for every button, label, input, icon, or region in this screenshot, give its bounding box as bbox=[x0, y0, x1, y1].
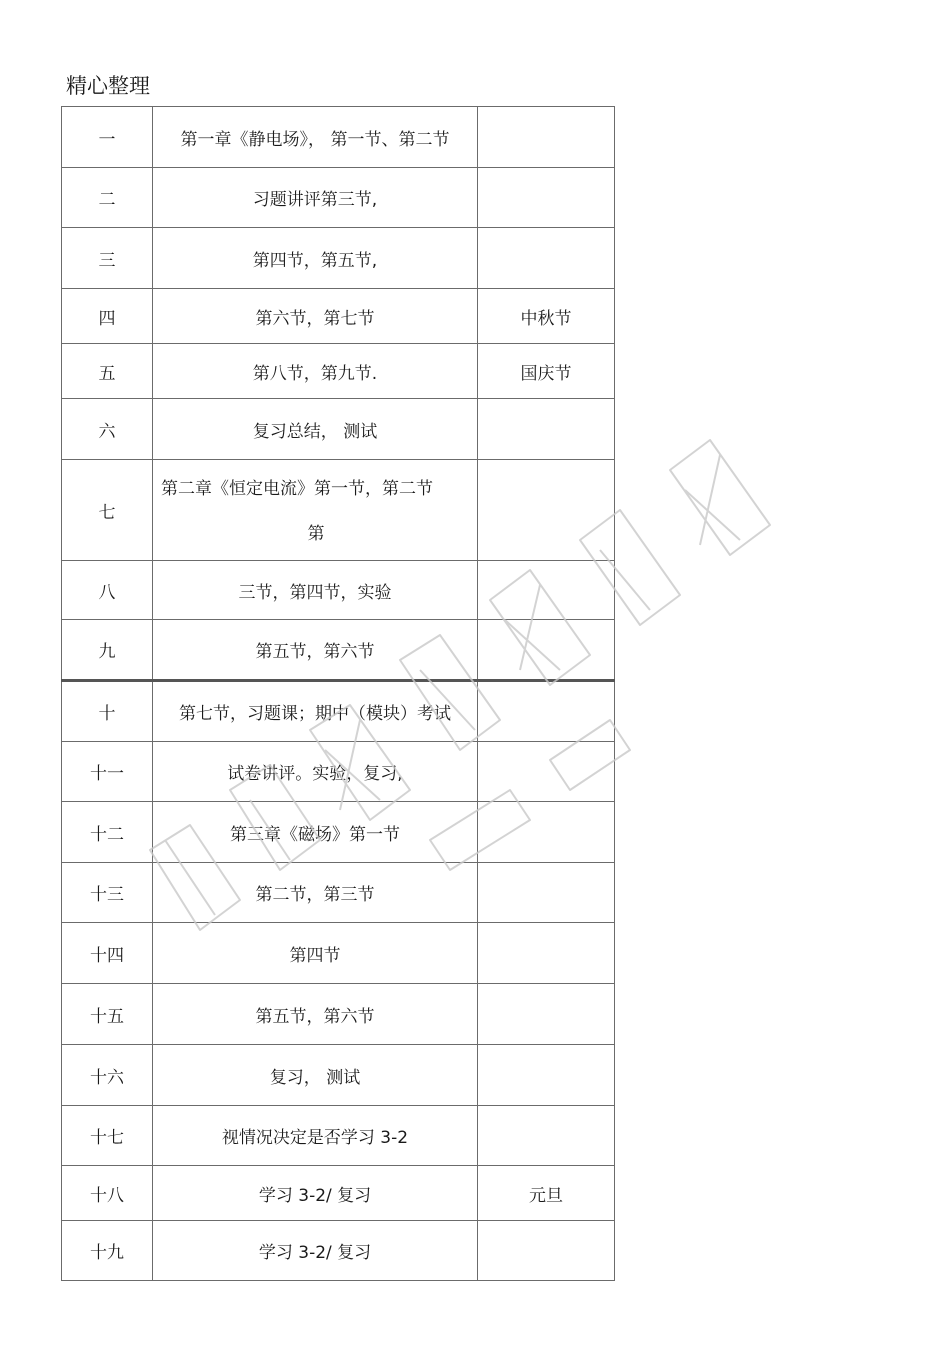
week-cell: 四 bbox=[62, 289, 153, 344]
note-cell bbox=[478, 399, 615, 460]
content-cell: 视情况决定是否学习 3-2 bbox=[153, 1106, 478, 1166]
table-row bbox=[62, 1045, 615, 1106]
content-cell: 第八节，第九节. bbox=[153, 344, 478, 399]
content-cell: 第六节，第七节 bbox=[153, 289, 478, 344]
week-cell: 十八 bbox=[62, 1166, 153, 1221]
week-cell: 十四 bbox=[62, 923, 153, 984]
content-cell: 复习， 测试 bbox=[153, 1045, 478, 1106]
table-row bbox=[62, 863, 615, 923]
table-row bbox=[62, 984, 615, 1045]
schedule-table bbox=[61, 106, 615, 1281]
content-cell: 学习 3-2/ 复习 bbox=[153, 1166, 478, 1221]
note-cell: 国庆节 bbox=[478, 344, 615, 399]
content-cell: 第一章《静电场》， 第一节、第二节 bbox=[153, 107, 478, 168]
table-row bbox=[62, 923, 615, 984]
content-line: 第二章《恒定电流》第一节，第二节 bbox=[161, 479, 433, 499]
note-cell: 中秋节 bbox=[478, 289, 615, 344]
content-cell: 三节，第四节，实验 bbox=[153, 561, 478, 620]
note-cell bbox=[478, 1106, 615, 1166]
week-cell: 十七 bbox=[62, 1106, 153, 1166]
week-cell: 十 bbox=[62, 681, 153, 742]
content-cell: 学习 3-2/ 复习 bbox=[153, 1221, 478, 1281]
table-row bbox=[62, 228, 615, 289]
note-cell bbox=[478, 168, 615, 228]
note-cell bbox=[478, 1045, 615, 1106]
week-cell: 十三 bbox=[62, 863, 153, 923]
content-continuation: 第 bbox=[307, 524, 325, 544]
week-cell: 三 bbox=[62, 228, 153, 289]
week-cell: 八 bbox=[62, 561, 153, 620]
content-cell: 习题讲评第三节, bbox=[153, 168, 478, 228]
week-cell: 十九 bbox=[62, 1221, 153, 1281]
table-row bbox=[62, 399, 615, 460]
table-row bbox=[62, 1106, 615, 1166]
table-row bbox=[62, 620, 615, 681]
table-row bbox=[62, 681, 615, 742]
note-cell: 元旦 bbox=[478, 1166, 615, 1221]
content-cell: 试卷讲评。实验，复习, bbox=[153, 742, 478, 802]
table-row bbox=[62, 1166, 615, 1221]
week-cell: 十六 bbox=[62, 1045, 153, 1106]
table-row bbox=[62, 460, 615, 561]
note-cell bbox=[478, 561, 615, 620]
note-cell bbox=[478, 742, 615, 802]
week-cell: 七 bbox=[62, 460, 153, 561]
week-cell: 一 bbox=[62, 107, 153, 168]
note-cell bbox=[478, 228, 615, 289]
note-cell bbox=[478, 1221, 615, 1281]
week-cell: 九 bbox=[62, 620, 153, 681]
content-cell: 第三章《磁场》第一节 bbox=[153, 802, 478, 863]
week-cell: 二 bbox=[62, 168, 153, 228]
content-cell: 第七节，习题课；期中（模块）考试 bbox=[153, 681, 478, 742]
content-cell: 第二节，第三节 bbox=[153, 863, 478, 923]
note-cell bbox=[478, 460, 615, 561]
note-cell bbox=[478, 802, 615, 863]
week-cell: 十二 bbox=[62, 802, 153, 863]
note-cell bbox=[478, 984, 615, 1045]
page-title: 精心整理 bbox=[66, 74, 150, 98]
table-row bbox=[62, 802, 615, 863]
table-row bbox=[62, 344, 615, 399]
content-cell: 第四节，第五节, bbox=[153, 228, 478, 289]
week-cell: 十一 bbox=[62, 742, 153, 802]
table-row bbox=[62, 742, 615, 802]
content-cell: 复习总结， 测试 bbox=[153, 399, 478, 460]
content-cell: 第五节，第六节 bbox=[153, 620, 478, 681]
table-row bbox=[62, 561, 615, 620]
table-row bbox=[62, 289, 615, 344]
table-row bbox=[62, 107, 615, 168]
week-cell: 五 bbox=[62, 344, 153, 399]
note-cell bbox=[478, 863, 615, 923]
content-cell: 第五节，第六节 bbox=[153, 984, 478, 1045]
note-cell bbox=[478, 107, 615, 168]
content-cell bbox=[153, 460, 478, 561]
note-cell bbox=[478, 620, 615, 681]
week-cell: 六 bbox=[62, 399, 153, 460]
table-row bbox=[62, 168, 615, 228]
table-row bbox=[62, 1221, 615, 1281]
content-cell: 第四节 bbox=[153, 923, 478, 984]
note-cell bbox=[478, 923, 615, 984]
week-cell: 十五 bbox=[62, 984, 153, 1045]
note-cell bbox=[478, 681, 615, 742]
